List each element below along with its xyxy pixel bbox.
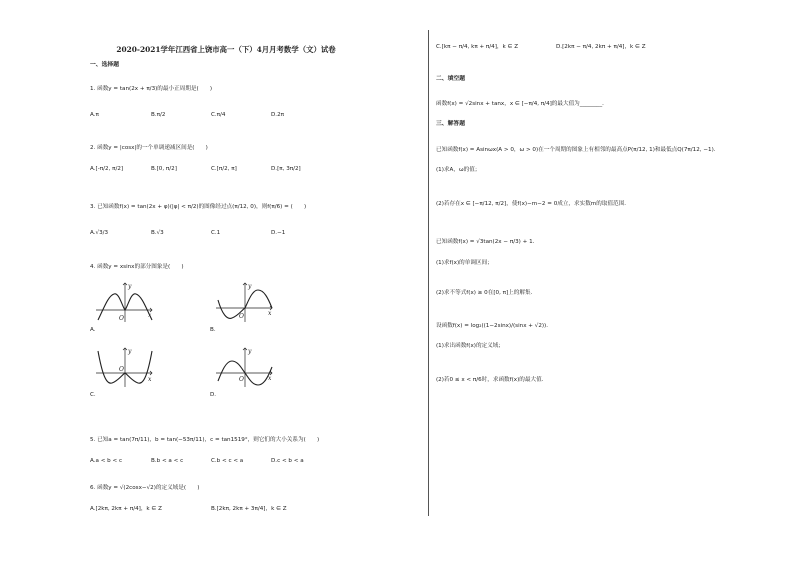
problem1-stem: 已知函数f(x) = Asinωx(A > 0，ω > 0)在一个周期的图象上有相邻的最高点P(π/12, 1)和最低点Q(7π/12, −1)．	[436, 147, 720, 153]
q4-graph-a-x: x	[148, 312, 152, 319]
q3-option-b: B.√3	[151, 230, 164, 236]
q4-graph-c-y: y	[128, 348, 132, 355]
q1-option-b: B.π/2	[151, 112, 166, 118]
q4-graph-a-origin: O	[119, 315, 124, 322]
q3-option-d: D.−1	[271, 230, 286, 236]
q4-label-b: B.	[210, 327, 216, 333]
q4-graph-a-y: y	[128, 283, 132, 290]
page-title: 2020-2021学年江西省上饶市高一（下）4月月考数学（文）试卷	[116, 45, 336, 54]
problem1-part1: (1)求A，ω的值；	[436, 167, 481, 173]
q4-graph-a	[94, 280, 156, 324]
q5-option-c: C.b < c < a	[211, 458, 244, 464]
q1-option-a: A.π	[90, 112, 99, 118]
q4-graph-c-x: x	[148, 376, 152, 383]
q2-option-d: D.[π, 3π/2]	[271, 166, 301, 172]
q6-option-d: D.[2kπ − π/4, 2kπ + π/4]，k ∈ Z	[556, 44, 646, 50]
q4-graph-b-y: y	[248, 283, 252, 290]
q4-stem: 4. 函数y = xsinx的部分图象是( )	[90, 264, 184, 270]
q4-graph-d	[214, 345, 276, 389]
q4-label-a: A.	[90, 327, 96, 333]
section-choice: 一、选择题	[90, 62, 119, 68]
q4-graph-b-origin: O	[239, 313, 244, 320]
q5-stem: 5. 已知a = tan(7π/11)，b = tan(−53π/11)，c = tan1519°，则它们的大小关系为( )	[90, 437, 320, 443]
q3-option-c: C.1	[211, 230, 221, 236]
problem2-stem: 已知函数f(x) = √3tan(2x − π/3) + 1．	[436, 239, 539, 245]
q4-graph-c-origin: O	[119, 366, 124, 373]
q6-option-b: B.[2kπ, 2kπ + 3π/4]，k ∈ Z	[211, 506, 287, 512]
q2-stem: 2. 函数y = |cosx|的一个单调递减区间是( )	[90, 145, 208, 151]
q4-label-d: D.	[210, 392, 217, 398]
q2-option-c: C.[π/2, π]	[211, 166, 237, 172]
problem3-part2: (2)若0 ≤ x < π/6时，求函数f(x)的最大值．	[436, 377, 548, 383]
column-divider	[428, 30, 429, 516]
problem2-part2: (2)求不等式f(x) ≥ 0在[0, π]上的解集．	[436, 290, 537, 296]
section-fill: 二、填空题	[436, 76, 465, 82]
q4-graph-b-x: x	[268, 310, 272, 317]
q5-option-d: D.c < b < a	[271, 458, 304, 464]
q6-stem: 6. 函数y = √(2cosx−√2)的定义域是( )	[90, 485, 200, 491]
q1-option-c: C.π/4	[211, 112, 226, 118]
problem2-part1: (1)求f(x)的单调区间；	[436, 260, 493, 266]
q1-stem: 1. 函数y = tan(2x + π/3)的最小正周期是( )	[90, 86, 213, 92]
q1-option-d: D.2π	[271, 112, 285, 118]
q3-option-a: A.√3/3	[90, 230, 109, 236]
q4-graph-b	[214, 280, 276, 324]
q2-option-a: A.[-π/2, π/2]	[90, 166, 124, 172]
section-answer: 三、解答题	[436, 121, 465, 127]
q4-graph-c	[94, 345, 156, 389]
problem1-part2: (2)若存在x ∈ [−π/12, π/2]，使f(x)−m−2 = 0成立，求实数m的取值范围．	[436, 201, 630, 207]
q4-graph-d-x: x	[268, 375, 272, 382]
q4-label-c: C.	[90, 392, 96, 398]
q5-option-a: A.a < b < c	[90, 458, 123, 464]
q6-option-a: A.[2kπ, 2kπ + π/4]，k ∈ Z	[90, 506, 162, 512]
problem3-stem: 设函数f(x) = log₂((1−2sinx)/(sinx + √2))．	[436, 323, 552, 329]
problem3-part1: (1)求出函数f(x)的定义域；	[436, 343, 504, 349]
q2-option-b: B.[0, π/2]	[151, 166, 177, 172]
fill-question: 函数f(x) = √2sinx + tanx，x ∈ [−π/4, π/4]的最大值为________．	[436, 101, 608, 107]
q3-stem: 3. 已知函数f(x) = tan(2x + φ)(|φ| < π/2)的图像经过点(π/12, 0)，则f(π/6) = ( )	[90, 204, 307, 210]
q6-option-c: C.[kπ − π/4, kπ + π/4]，k ∈ Z	[436, 44, 519, 50]
q4-graph-d-y: y	[248, 348, 252, 355]
q5-option-b: B.b < a < c	[151, 458, 184, 464]
q4-graph-d-origin: O	[239, 376, 244, 383]
